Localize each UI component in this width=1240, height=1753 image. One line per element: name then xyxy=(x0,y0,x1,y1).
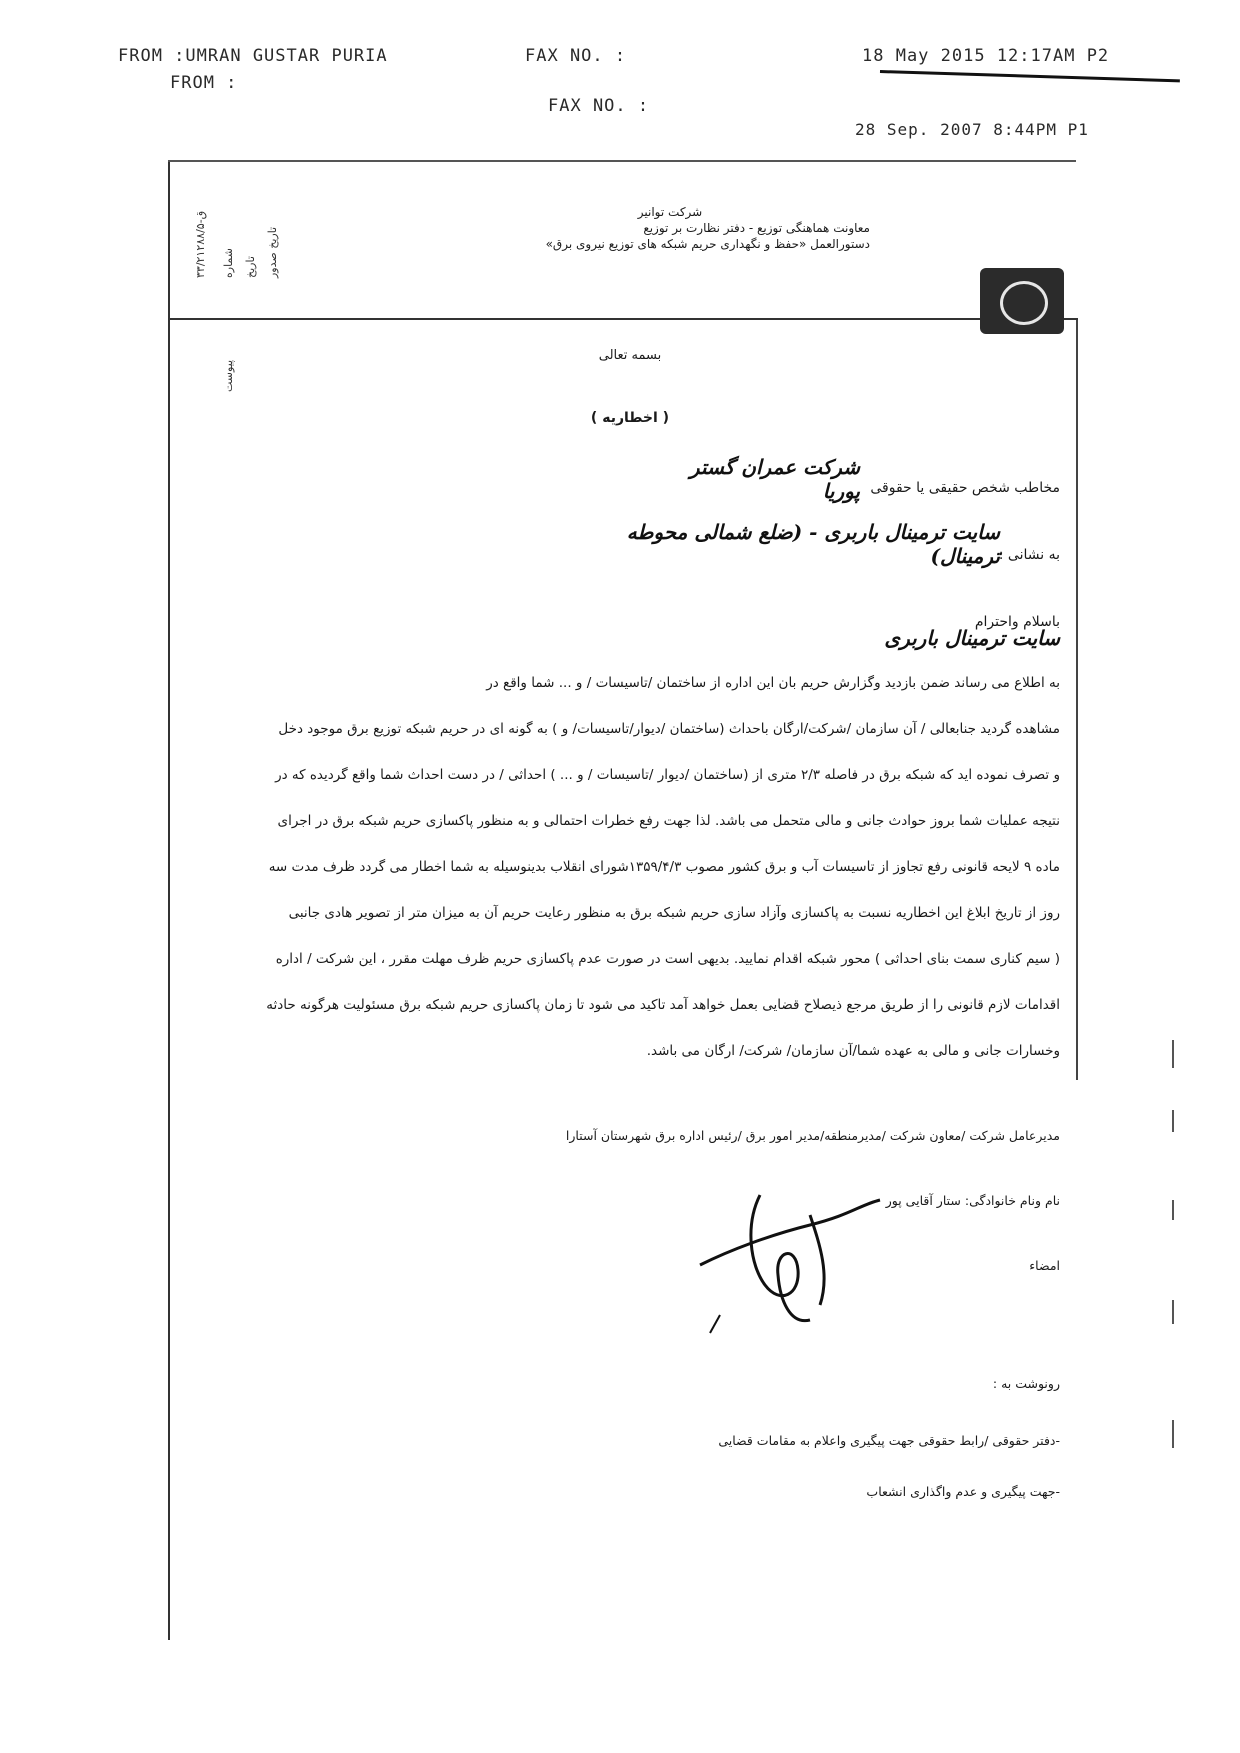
margin-field-issue-date: تاریخ صدور xyxy=(266,226,280,278)
handwritten-company-name: شرکت عمران گستر پوریا xyxy=(689,455,860,503)
body-line: به اطلاع می رساند ضمن بازدید وگزارش حریم بان این اداره از ساختمان /تاسیسات / و ... شما واقع در xyxy=(486,675,1060,691)
handwritten-address: سایت ترمینال باربری - (ضلع شمالی محوطه ترمینال) xyxy=(626,520,1000,568)
company-logo-icon xyxy=(980,268,1064,334)
letter-code: ۳۳/۲۱۲۸۸/ق-۵ xyxy=(194,210,207,278)
notice-body xyxy=(176,660,1060,1074)
addressee-label: مخاطب شخص حقیقی یا حقوقی xyxy=(870,480,1060,496)
letter-margin-fields xyxy=(222,168,292,396)
cc-label: رونوشت به : xyxy=(992,1376,1060,1391)
org-department: معاونت هماهنگی توزیع - دفتر نظارت بر توزیع xyxy=(643,221,870,235)
address-label: به نشانی : xyxy=(998,547,1060,563)
scan-edge-mark xyxy=(1172,1300,1174,1324)
fax-sender-line: FROM :UMRAN GUSTAR PURIA xyxy=(118,46,388,66)
cc-recipient: -دفتر حقوقی /رابط حقوقی جهت پیگیری واعلام به مقامات قضایی xyxy=(718,1433,1060,1448)
org-name: شرکت توانیر xyxy=(637,205,703,219)
scan-edge-mark xyxy=(1172,1110,1174,1132)
scan-edge-mark xyxy=(1172,1420,1174,1448)
fax-header-rule xyxy=(880,70,1180,82)
margin-field-number: شماره xyxy=(222,247,235,278)
scan-edge-mark xyxy=(1172,1040,1174,1068)
margin-field-date: تاریخ xyxy=(244,256,258,278)
letter-right-border xyxy=(1076,320,1078,1080)
body-line: نتیجه عملیات شما بروز حوادث جانی و مالی متحمل می باشد. لذا جهت رفع خطرات احتمالی و به منظور پاکسازی حریم شبکه برق در اجرای xyxy=(277,813,1060,829)
org-instruction: دستورالعمل «حفظ و نگهداری حریم شبکه های توزیع نیروی برق» xyxy=(545,237,870,251)
fax-number-label-1: FAX NO. : xyxy=(525,46,627,66)
body-line: روز از تاریخ ابلاغ این اخطاریه نسبت به پاکسازی وآزاد سازی حریم شبکه برق به منظور رعایت حریم آن به میزان متر از تصویر هادی جانبی xyxy=(288,905,1060,921)
handwritten-location: سایت ترمینال باربری xyxy=(884,626,1060,650)
notice-title: ( اخطاریه ) xyxy=(590,410,670,426)
body-line: و تصرف نموده اید که شبکه برق در فاصله ۲/۳ متری از (ساختمان /دیوار /تاسیسات / و ... ) احداثی / در دست احداث شما واقع گردیده که در xyxy=(275,767,1060,783)
invocation: بسمه تعالی xyxy=(598,348,662,363)
signature-label: امضاء xyxy=(1029,1258,1060,1273)
handwritten-signature xyxy=(690,1175,890,1335)
fax-sender-line-2: FROM : xyxy=(170,73,238,93)
body-line: مشاهده گردید جنابعالی / آن سازمان /شرکت/ارگان باحداث (ساختمان /دیوار/تاسیسات/ و ) به گونه ای در حریم شبکه توزیع برق موجود دخل xyxy=(278,721,1060,737)
cc-recipient: -جهت پیگیری و عدم واگذاری انشعاب xyxy=(866,1484,1060,1499)
body-line: ماده ۹ لایحه قانونی رفع تجاوز از تاسیسات آب و برق کشور مصوب ۱۳۵۹/۴/۳شورای انقلاب بدینوسیله به شما اخطار می گردد ظرف مدت سه xyxy=(268,859,1060,875)
margin-field-attachment: پیوست xyxy=(222,359,235,392)
signer-title: مدیرعامل شرکت /معاون شرکت /مدیرمنطقه/مدیر امور برق /رئیس اداره برق شهرستان آستارا xyxy=(565,1128,1060,1143)
fax-number-label-2: FAX NO. : xyxy=(548,96,650,116)
signer-name: نام ونام خانوادگی: ستار آقایی پور xyxy=(885,1193,1060,1208)
fax-timestamp-2: 28 Sep. 2007 8:44PM P1 xyxy=(855,120,1089,139)
body-line: ( سیم کناری سمت بنای احداثی ) محور شبکه اقدام نمایید. بدیهی است در صورت عدم پاکسازی حریم ظرف مهلت مقرر ، این شرکت / اداره xyxy=(275,951,1060,967)
salutation: باسلام واحترام xyxy=(974,614,1060,630)
letter-header-divider xyxy=(168,318,1078,320)
fax-timestamp-1: 18 May 2015 12:17AM P2 xyxy=(862,46,1110,66)
organization-header xyxy=(470,204,870,252)
body-line: وخسارات جانی و مالی به عهده شما/آن سازمان/ شرکت/ ارگان می باشد. xyxy=(646,1043,1060,1059)
letter-top-border xyxy=(168,160,1076,162)
body-line: اقدامات لازم قانونی را از طریق مرجع ذیصلاح قضایی بعمل خواهد آمد تاکید می شود تا زمان پاکسازی حریم شبکه برق مسئولیت هرگونه حادثه xyxy=(266,997,1060,1013)
scan-edge-mark xyxy=(1172,1200,1174,1220)
